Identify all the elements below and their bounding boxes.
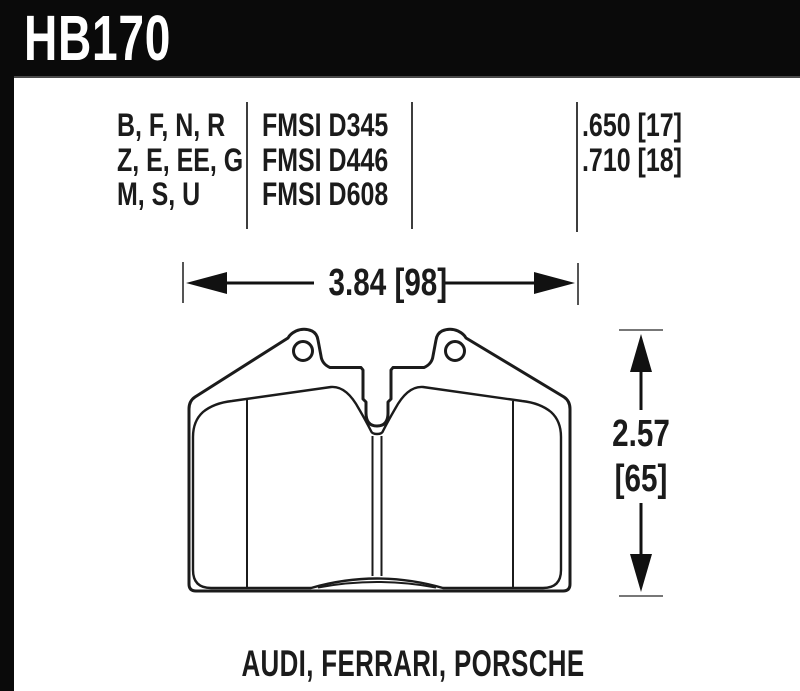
fmsi-row: FMSI D446 — [262, 141, 389, 178]
mounting-hole-left — [294, 342, 313, 361]
part-number: HB170 — [24, 2, 172, 74]
arrow-left-icon — [186, 272, 227, 294]
thickness-row: .650 [17] — [582, 107, 682, 143]
arrow-up-icon — [630, 334, 652, 372]
applications-text: AUDI, FERRARI, PORSCHE — [241, 643, 585, 684]
mounting-hole-right — [446, 342, 465, 361]
height-dimension-label-in: 2.57 — [612, 413, 670, 455]
fmsi-row: FMSI D608 — [262, 176, 389, 212]
width-dimension-label: 3.84 [98] — [328, 262, 448, 304]
thickness-row: .710 [18] — [582, 141, 682, 178]
arrow-right-icon — [534, 272, 575, 294]
brake-pad-drawing — [189, 329, 570, 591]
fmsi-row: FMSI D345 — [262, 107, 389, 143]
friction-pad-outline — [193, 387, 561, 588]
compound-row: Z, E, EE, G — [117, 141, 244, 178]
compound-row: M, S, U — [117, 176, 201, 212]
height-dimension-label-mm: [65] — [614, 458, 668, 500]
arrow-down-icon — [630, 554, 652, 592]
compound-row: B, F, N, R — [117, 107, 226, 143]
